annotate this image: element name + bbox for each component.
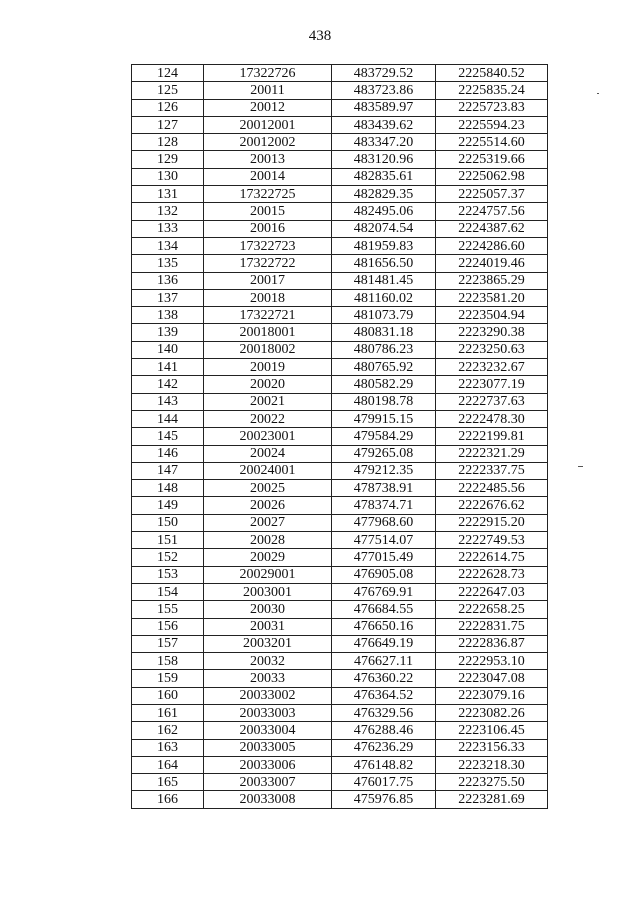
point-id-cell: 20033002 <box>204 687 332 704</box>
table-row <box>132 99 548 116</box>
row-number-cell: 130 <box>132 168 204 185</box>
table-row <box>132 583 548 600</box>
row-number-cell: 145 <box>132 428 204 445</box>
row-number-cell: 164 <box>132 756 204 773</box>
table-row <box>132 168 548 185</box>
y-coordinate-cell: 2224286.60 <box>436 237 548 254</box>
x-coordinate-cell: 476684.55 <box>332 601 436 618</box>
row-number-cell: 133 <box>132 220 204 237</box>
table-row <box>132 549 548 566</box>
point-id-cell: 20012001 <box>204 116 332 133</box>
y-coordinate-cell: 2223865.29 <box>436 272 548 289</box>
table-row <box>132 341 548 358</box>
table-row <box>132 791 548 808</box>
row-number-cell: 138 <box>132 307 204 324</box>
x-coordinate-cell: 478374.71 <box>332 497 436 514</box>
table-row <box>132 324 548 341</box>
x-coordinate-cell: 483729.52 <box>332 65 436 82</box>
x-coordinate-cell: 476649.19 <box>332 635 436 652</box>
x-coordinate-cell: 480198.78 <box>332 393 436 410</box>
x-coordinate-cell: 476364.52 <box>332 687 436 704</box>
row-number-cell: 163 <box>132 739 204 756</box>
y-coordinate-cell: 2222321.29 <box>436 445 548 462</box>
table-row <box>132 739 548 756</box>
x-coordinate-cell: 479212.35 <box>332 462 436 479</box>
point-id-cell: 20017 <box>204 272 332 289</box>
point-id-cell: 20030 <box>204 601 332 618</box>
table-row <box>132 289 548 306</box>
y-coordinate-cell: 2225840.52 <box>436 65 548 82</box>
x-coordinate-cell: 476360.22 <box>332 670 436 687</box>
row-number-cell: 137 <box>132 289 204 306</box>
table-row <box>132 514 548 531</box>
point-id-cell: 17322721 <box>204 307 332 324</box>
point-id-cell: 20018001 <box>204 324 332 341</box>
x-coordinate-cell: 480831.18 <box>332 324 436 341</box>
point-id-cell: 20029 <box>204 549 332 566</box>
x-coordinate-cell: 477015.49 <box>332 549 436 566</box>
point-id-cell: 17322725 <box>204 186 332 203</box>
table-row <box>132 532 548 549</box>
table-row <box>132 480 548 497</box>
point-id-cell: 20033004 <box>204 722 332 739</box>
x-coordinate-cell: 476650.16 <box>332 618 436 635</box>
row-number-cell: 144 <box>132 410 204 427</box>
y-coordinate-cell: 2223156.33 <box>436 739 548 756</box>
y-coordinate-cell: 2222478.30 <box>436 410 548 427</box>
row-number-cell: 132 <box>132 203 204 220</box>
point-id-cell: 20033007 <box>204 774 332 791</box>
x-coordinate-cell: 476017.75 <box>332 774 436 791</box>
point-id-cell: 20019 <box>204 359 332 376</box>
table-row <box>132 774 548 791</box>
y-coordinate-cell: 2223218.30 <box>436 756 548 773</box>
x-coordinate-cell: 481073.79 <box>332 307 436 324</box>
point-id-cell: 20033006 <box>204 756 332 773</box>
y-coordinate-cell: 2223290.38 <box>436 324 548 341</box>
row-number-cell: 127 <box>132 116 204 133</box>
point-id-cell: 2003201 <box>204 635 332 652</box>
row-number-cell: 165 <box>132 774 204 791</box>
table-row <box>132 359 548 376</box>
coordinates-table-body <box>132 65 548 809</box>
scan-mark <box>578 466 583 467</box>
y-coordinate-cell: 2223047.08 <box>436 670 548 687</box>
y-coordinate-cell: 2225057.37 <box>436 186 548 203</box>
table-row <box>132 445 548 462</box>
table-row <box>132 428 548 445</box>
x-coordinate-cell: 482829.35 <box>332 186 436 203</box>
x-coordinate-cell: 477968.60 <box>332 514 436 531</box>
y-coordinate-cell: 2222831.75 <box>436 618 548 635</box>
row-number-cell: 141 <box>132 359 204 376</box>
y-coordinate-cell: 2223250.63 <box>436 341 548 358</box>
y-coordinate-cell: 2224387.62 <box>436 220 548 237</box>
table-row <box>132 635 548 652</box>
point-id-cell: 20018002 <box>204 341 332 358</box>
y-coordinate-cell: 2225514.60 <box>436 134 548 151</box>
y-coordinate-cell: 2222658.25 <box>436 601 548 618</box>
point-id-cell: 20028 <box>204 532 332 549</box>
point-id-cell: 20033008 <box>204 791 332 808</box>
y-coordinate-cell: 2223504.94 <box>436 307 548 324</box>
y-coordinate-cell: 2223581.20 <box>436 289 548 306</box>
row-number-cell: 143 <box>132 393 204 410</box>
row-number-cell: 160 <box>132 687 204 704</box>
row-number-cell: 166 <box>132 791 204 808</box>
y-coordinate-cell: 2222628.73 <box>436 566 548 583</box>
table-row <box>132 203 548 220</box>
x-coordinate-cell: 481959.83 <box>332 237 436 254</box>
x-coordinate-cell: 476329.56 <box>332 704 436 721</box>
x-coordinate-cell: 483439.62 <box>332 116 436 133</box>
table-row <box>132 134 548 151</box>
table-row <box>132 376 548 393</box>
table-row <box>132 462 548 479</box>
point-id-cell: 20011 <box>204 82 332 99</box>
row-number-cell: 136 <box>132 272 204 289</box>
row-number-cell: 125 <box>132 82 204 99</box>
x-coordinate-cell: 476627.11 <box>332 653 436 670</box>
point-id-cell: 20023001 <box>204 428 332 445</box>
point-id-cell: 2003001 <box>204 583 332 600</box>
x-coordinate-cell: 482495.06 <box>332 203 436 220</box>
y-coordinate-cell: 2222915.20 <box>436 514 548 531</box>
point-id-cell: 20015 <box>204 203 332 220</box>
table-row <box>132 151 548 168</box>
table-row <box>132 704 548 721</box>
y-coordinate-cell: 2225594.23 <box>436 116 548 133</box>
row-number-cell: 150 <box>132 514 204 531</box>
x-coordinate-cell: 476769.91 <box>332 583 436 600</box>
row-number-cell: 149 <box>132 497 204 514</box>
point-id-cell: 20025 <box>204 480 332 497</box>
y-coordinate-cell: 2222836.87 <box>436 635 548 652</box>
y-coordinate-cell: 2222199.81 <box>436 428 548 445</box>
point-id-cell: 20033 <box>204 670 332 687</box>
y-coordinate-cell: 2222737.63 <box>436 393 548 410</box>
row-number-cell: 153 <box>132 566 204 583</box>
point-id-cell: 20021 <box>204 393 332 410</box>
row-number-cell: 140 <box>132 341 204 358</box>
point-id-cell: 20026 <box>204 497 332 514</box>
y-coordinate-cell: 2225062.98 <box>436 168 548 185</box>
y-coordinate-cell: 2222485.56 <box>436 480 548 497</box>
table-row <box>132 82 548 99</box>
table-row <box>132 237 548 254</box>
row-number-cell: 142 <box>132 376 204 393</box>
row-number-cell: 158 <box>132 653 204 670</box>
row-number-cell: 152 <box>132 549 204 566</box>
table-row <box>132 186 548 203</box>
row-number-cell: 155 <box>132 601 204 618</box>
y-coordinate-cell: 2225835.24 <box>436 82 548 99</box>
y-coordinate-cell: 2224019.46 <box>436 255 548 272</box>
y-coordinate-cell: 2222337.75 <box>436 462 548 479</box>
point-id-cell: 20032 <box>204 653 332 670</box>
row-number-cell: 154 <box>132 583 204 600</box>
row-number-cell: 161 <box>132 704 204 721</box>
x-coordinate-cell: 483589.97 <box>332 99 436 116</box>
row-number-cell: 148 <box>132 480 204 497</box>
y-coordinate-cell: 2223077.19 <box>436 376 548 393</box>
point-id-cell: 20018 <box>204 289 332 306</box>
point-id-cell: 20033005 <box>204 739 332 756</box>
x-coordinate-cell: 479915.15 <box>332 410 436 427</box>
y-coordinate-cell: 2222676.62 <box>436 497 548 514</box>
y-coordinate-cell: 2222953.10 <box>436 653 548 670</box>
x-coordinate-cell: 482074.54 <box>332 220 436 237</box>
x-coordinate-cell: 483723.86 <box>332 82 436 99</box>
row-number-cell: 157 <box>132 635 204 652</box>
x-coordinate-cell: 476905.08 <box>332 566 436 583</box>
x-coordinate-cell: 480765.92 <box>332 359 436 376</box>
y-coordinate-cell: 2223082.26 <box>436 704 548 721</box>
x-coordinate-cell: 476148.82 <box>332 756 436 773</box>
row-number-cell: 128 <box>132 134 204 151</box>
table-row <box>132 653 548 670</box>
table-row <box>132 307 548 324</box>
x-coordinate-cell: 475976.85 <box>332 791 436 808</box>
y-coordinate-cell: 2224757.56 <box>436 203 548 220</box>
y-coordinate-cell: 2223281.69 <box>436 791 548 808</box>
table-row <box>132 116 548 133</box>
point-id-cell: 20027 <box>204 514 332 531</box>
table-row <box>132 410 548 427</box>
x-coordinate-cell: 483347.20 <box>332 134 436 151</box>
y-coordinate-cell: 2225723.83 <box>436 99 548 116</box>
table-row <box>132 220 548 237</box>
table-row <box>132 566 548 583</box>
row-number-cell: 129 <box>132 151 204 168</box>
x-coordinate-cell: 481481.45 <box>332 272 436 289</box>
x-coordinate-cell: 481160.02 <box>332 289 436 306</box>
y-coordinate-cell: 2223106.45 <box>436 722 548 739</box>
row-number-cell: 135 <box>132 255 204 272</box>
point-id-cell: 17322722 <box>204 255 332 272</box>
x-coordinate-cell: 480582.29 <box>332 376 436 393</box>
y-coordinate-cell: 2222749.53 <box>436 532 548 549</box>
scan-mark <box>597 93 599 94</box>
point-id-cell: 17322726 <box>204 65 332 82</box>
row-number-cell: 131 <box>132 186 204 203</box>
y-coordinate-cell: 2225319.66 <box>436 151 548 168</box>
point-id-cell: 20022 <box>204 410 332 427</box>
point-id-cell: 20012 <box>204 99 332 116</box>
y-coordinate-cell: 2223232.67 <box>436 359 548 376</box>
x-coordinate-cell: 476236.29 <box>332 739 436 756</box>
x-coordinate-cell: 476288.46 <box>332 722 436 739</box>
y-coordinate-cell: 2223079.16 <box>436 687 548 704</box>
table-row <box>132 497 548 514</box>
point-id-cell: 20012002 <box>204 134 332 151</box>
table-row <box>132 722 548 739</box>
row-number-cell: 124 <box>132 65 204 82</box>
x-coordinate-cell: 483120.96 <box>332 151 436 168</box>
point-id-cell: 20033003 <box>204 704 332 721</box>
point-id-cell: 20024 <box>204 445 332 462</box>
point-id-cell: 20031 <box>204 618 332 635</box>
table-row <box>132 65 548 82</box>
table-row <box>132 255 548 272</box>
point-id-cell: 17322723 <box>204 237 332 254</box>
row-number-cell: 139 <box>132 324 204 341</box>
x-coordinate-cell: 481656.50 <box>332 255 436 272</box>
table-row <box>132 272 548 289</box>
row-number-cell: 126 <box>132 99 204 116</box>
row-number-cell: 151 <box>132 532 204 549</box>
point-id-cell: 20016 <box>204 220 332 237</box>
y-coordinate-cell: 2222614.75 <box>436 549 548 566</box>
y-coordinate-cell: 2223275.50 <box>436 774 548 791</box>
table-row <box>132 670 548 687</box>
row-number-cell: 146 <box>132 445 204 462</box>
row-number-cell: 159 <box>132 670 204 687</box>
point-id-cell: 20024001 <box>204 462 332 479</box>
table-row <box>132 756 548 773</box>
row-number-cell: 162 <box>132 722 204 739</box>
page-number: 438 <box>308 28 332 44</box>
x-coordinate-cell: 479584.29 <box>332 428 436 445</box>
table-row <box>132 687 548 704</box>
table-row <box>132 393 548 410</box>
row-number-cell: 156 <box>132 618 204 635</box>
x-coordinate-cell: 482835.61 <box>332 168 436 185</box>
point-id-cell: 20013 <box>204 151 332 168</box>
point-id-cell: 20029001 <box>204 566 332 583</box>
x-coordinate-cell: 480786.23 <box>332 341 436 358</box>
point-id-cell: 20020 <box>204 376 332 393</box>
y-coordinate-cell: 2222647.03 <box>436 583 548 600</box>
row-number-cell: 147 <box>132 462 204 479</box>
coordinates-table <box>131 64 548 809</box>
x-coordinate-cell: 479265.08 <box>332 445 436 462</box>
point-id-cell: 20014 <box>204 168 332 185</box>
row-number-cell: 134 <box>132 237 204 254</box>
x-coordinate-cell: 478738.91 <box>332 480 436 497</box>
table-row <box>132 601 548 618</box>
table-row <box>132 618 548 635</box>
x-coordinate-cell: 477514.07 <box>332 532 436 549</box>
